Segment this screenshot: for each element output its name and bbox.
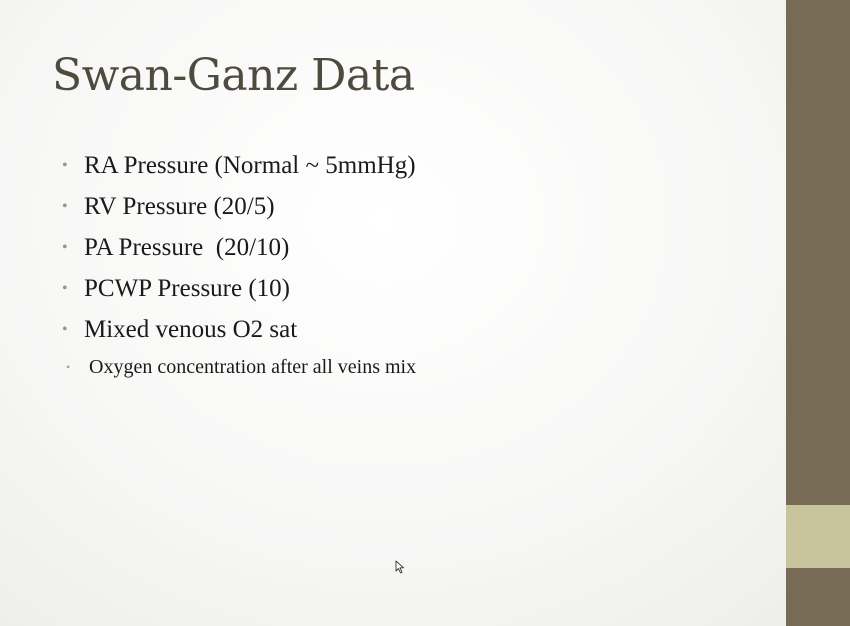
bullet-text-pa-pressure: PA Pressure (20/10) bbox=[84, 234, 290, 261]
sub-bullet-list bbox=[62, 351, 416, 383]
sub-bullet-group bbox=[62, 351, 416, 383]
bullet-item bbox=[62, 187, 416, 228]
decorative-side-accent bbox=[786, 505, 850, 568]
bullet-item bbox=[62, 228, 416, 269]
sub-bullet-item bbox=[62, 351, 416, 383]
bullet-dot-icon: • bbox=[62, 239, 68, 256]
sub-bullet-text-oxygen: Oxygen concentration after all veins mix bbox=[89, 356, 417, 378]
bullet-text-ra-pressure: RA Pressure (Normal ~ 5mmHg) bbox=[84, 152, 416, 179]
bullet-dot-icon: • bbox=[62, 280, 68, 297]
sub-bullet-dot-icon: • bbox=[66, 360, 71, 374]
bullet-dot-icon: • bbox=[62, 157, 68, 174]
bullet-item bbox=[62, 146, 416, 187]
bullet-item bbox=[62, 310, 416, 351]
bullet-text-rv-pressure: RV Pressure (20/5) bbox=[84, 193, 275, 220]
bullet-text-mixed-venous: Mixed venous O2 sat bbox=[84, 316, 298, 343]
slide-title: Swan-Ganz Data bbox=[52, 50, 415, 101]
bullet-list bbox=[62, 146, 416, 383]
mouse-pointer-icon bbox=[395, 560, 405, 574]
bullet-dot-icon: • bbox=[62, 198, 68, 215]
bullet-dot-icon: • bbox=[62, 321, 68, 338]
bullet-text-pcwp-pressure: PCWP Pressure (10) bbox=[84, 275, 291, 302]
bullet-item bbox=[62, 269, 416, 310]
